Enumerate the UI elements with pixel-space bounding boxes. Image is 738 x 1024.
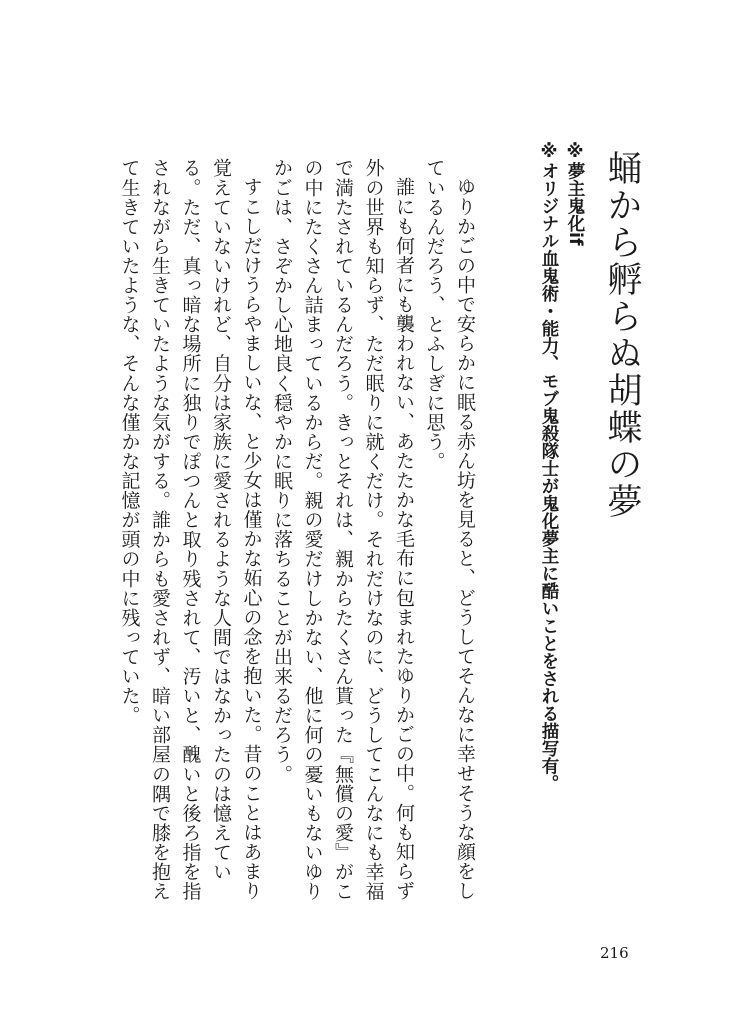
story-body <box>114 158 480 918</box>
paragraph: 誰にも何者にも襲われない、あたたかな毛布に包まれたゆりかごの中。何も知らず外の世界も知らず、ただ眠りに就くだけ。それだけなのに、どうしてこんなにも幸福で満たされているんだろう。きっとそれは、親からたくさん貰った『無償の愛』がこの中にたくさん詰まっているからだ。親の愛だけしかない、他に何の憂いもないゆりかごは、さぞかし心地良く穏やかに眠りに落ちることが出来るだろう。 <box>271 158 415 901</box>
paragraph: ゆりかごの中で安らかに眠る赤ん坊を見ると、どうしてそんなに幸せそうな顔をしているんだろう、とふしぎに思う。 <box>423 158 476 901</box>
page-number: 216 <box>600 944 629 962</box>
note-line: ※夢主鬼化if <box>565 142 585 246</box>
note-line: ※オリジナル血鬼術・能力、モブ鬼殺隊士が鬼化夢主に酷いことをされる描写有。 <box>539 142 559 792</box>
paragraph: すこしだけうらやましいな、と少女は僅かな妬心の念を抱いた。昔のことはあまり覚えていないけれど、自分は家族に愛されるような人間ではなかったのは憶えている。ただ、真っ暗な場所に独りでぽつんと取り残されて、汚いと、醜いと後ろ指を指されながら生きていたような気がする。誰からも愛されず、暗い部屋の隅で膝を抱えて生きていたような、そんな僅かな記憶が頭の中に残っていた。 <box>118 158 263 901</box>
story-title: 蛹から孵らぬ胡蝶の夢 <box>602 150 642 520</box>
content-notes <box>536 142 588 792</box>
